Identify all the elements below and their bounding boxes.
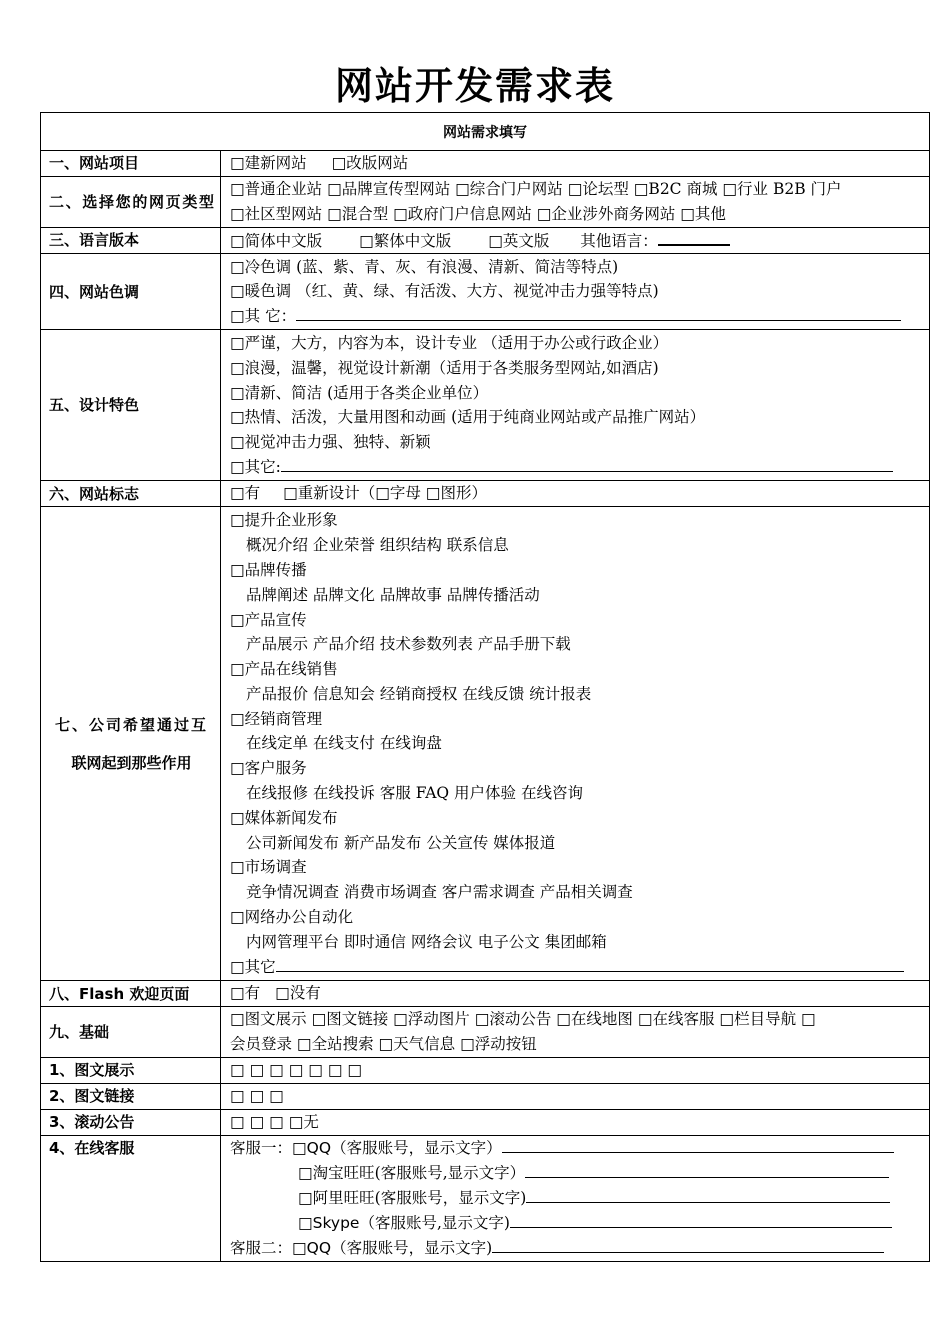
service-1-taobao-line bbox=[230, 1161, 929, 1186]
checkbox-new-site[interactable]: □建新网站 bbox=[230, 154, 307, 173]
table-header: 网站需求填写 bbox=[41, 113, 930, 151]
checkbox-flash-yes[interactable]: □有 bbox=[230, 984, 261, 1003]
checkbox-purpose-image[interactable]: □提升企业形象 bbox=[230, 511, 338, 530]
row-language bbox=[41, 227, 930, 254]
checkbox-english[interactable]: □英文版 bbox=[488, 231, 550, 250]
checkbox-service-1-skype[interactable]: □ bbox=[298, 1213, 313, 1232]
checkbox-other-color[interactable]: □其 它： bbox=[230, 307, 297, 326]
checkbox-purpose-news[interactable]: □媒体新闻发布 bbox=[230, 808, 338, 827]
row-basic bbox=[41, 1007, 930, 1058]
service-1-prefix: 客服一： bbox=[230, 1139, 293, 1158]
row-image-show bbox=[41, 1057, 930, 1083]
row-logo bbox=[41, 481, 930, 507]
service-2-prefix: 客服二： bbox=[230, 1238, 293, 1257]
checkbox-design-romantic[interactable]: □浪漫，温馨，视觉设计新潮（适用于各类服务型网站,如酒店) bbox=[230, 358, 659, 377]
checkbox-design-other[interactable]: □其它: bbox=[230, 457, 281, 476]
label-design: 五、设计特色 bbox=[41, 330, 221, 481]
label-image-link: 2、图文链接 bbox=[41, 1083, 221, 1109]
purpose-sales-items: 产品报价 信息知会 经销商授权 在线反馈 统计报表 bbox=[246, 684, 592, 703]
value-language bbox=[221, 227, 930, 254]
service-1-aliww-blank[interactable] bbox=[526, 1186, 890, 1203]
label-flash: 八、Flash 欢迎页面 bbox=[41, 981, 221, 1007]
checkbox-service-1-qq[interactable]: □ bbox=[292, 1139, 307, 1158]
value-image-show[interactable]: □ □ □ □ □ □ □ bbox=[221, 1057, 930, 1083]
purpose-product-items: 产品展示 产品介绍 技术参数列表 产品手册下载 bbox=[246, 635, 571, 654]
checkbox-service-1-aliww[interactable]: □阿里旺旺(客服账号，显示文字) bbox=[298, 1189, 527, 1208]
checkbox-logo-redesign[interactable]: □重新设计（□字母 □图形） bbox=[283, 484, 487, 503]
checkbox-design-rigorous[interactable]: □严谨，大方，内容为本，设计专业 （适用于办公或行政企业） bbox=[230, 334, 669, 352]
label-color: 四、网站色调 bbox=[41, 254, 221, 330]
design-other-line bbox=[230, 455, 929, 480]
checkbox-cool-color[interactable]: □冷色调 (蓝、紫、青、灰、有浪漫、清新、简洁等特点) bbox=[230, 257, 619, 276]
label-image-show: 1、图文展示 bbox=[41, 1057, 221, 1083]
label-service: 4、在线客服 bbox=[41, 1135, 221, 1261]
service-1-skype-label: Skype bbox=[312, 1213, 360, 1232]
purpose-research-items: 竞争情况调查 消费市场调查 客户需求调查 产品相关调查 bbox=[246, 883, 633, 902]
other-language-blank[interactable] bbox=[658, 228, 730, 246]
design-other-blank[interactable] bbox=[281, 455, 893, 472]
row-design bbox=[41, 330, 930, 481]
label-purpose-line-2: 联网起到那些作用 bbox=[71, 753, 192, 772]
value-flash bbox=[221, 981, 930, 1007]
row-purpose bbox=[41, 507, 930, 981]
basic-options-line-2[interactable]: 会员登录 □全站搜索 □天气信息 □浮动按钮 bbox=[230, 1035, 537, 1054]
value-design bbox=[221, 330, 930, 481]
requirements-table bbox=[40, 112, 930, 1262]
other-language-label: 其他语言： bbox=[580, 231, 658, 250]
checkbox-purpose-office[interactable]: □网络办公自动化 bbox=[230, 908, 354, 927]
service-1-aliww-line bbox=[230, 1186, 929, 1211]
checkbox-purpose-service[interactable]: □客户服务 bbox=[230, 759, 307, 778]
service-2-qq-line bbox=[230, 1236, 929, 1261]
value-type bbox=[221, 177, 930, 228]
checkbox-traditional[interactable]: □繁体中文版 bbox=[359, 231, 452, 250]
purpose-image-items: 概况介绍 企业荣誉 组织结构 联系信息 bbox=[246, 536, 509, 555]
basic-options-line-1[interactable]: □图文展示 □图文链接 □浮动图片 □滚动公告 □在线地图 □在线客服 □栏目导航 □ bbox=[230, 1010, 816, 1029]
checkbox-purpose-research[interactable]: □市场调查 bbox=[230, 858, 307, 877]
service-1-qq-blank[interactable] bbox=[502, 1136, 894, 1153]
checkbox-flash-no[interactable]: □没有 bbox=[275, 984, 321, 1003]
purpose-dealer-items: 在线定单 在线支付 在线询盘 bbox=[246, 734, 442, 753]
checkbox-logo-have[interactable]: □有 bbox=[230, 484, 261, 503]
checkbox-purpose-other[interactable]: □其它 bbox=[230, 957, 276, 976]
checkbox-purpose-dealer[interactable]: □经销商管理 bbox=[230, 709, 323, 728]
service-2-qq-blank[interactable] bbox=[492, 1236, 884, 1253]
service-1-skype-line bbox=[230, 1211, 929, 1236]
checkbox-purpose-brand[interactable]: □品牌传播 bbox=[230, 560, 307, 579]
purpose-service-items: 在线报修 在线投诉 客服 FAQ 用户体验 在线咨询 bbox=[246, 784, 583, 803]
service-1-skype-blank[interactable] bbox=[510, 1211, 892, 1228]
value-color bbox=[221, 254, 930, 330]
value-logo bbox=[221, 481, 930, 507]
value-service bbox=[221, 1135, 930, 1261]
service-1-skype-note: （客服账号,显示文字) bbox=[359, 1213, 510, 1232]
color-other-line bbox=[230, 304, 929, 329]
color-other-blank[interactable] bbox=[296, 304, 901, 321]
row-type bbox=[41, 177, 930, 228]
type-options-line-1[interactable]: □普通企业站 □品牌宣传型网站 □综合门户网站 □论坛型 □B2C 商城 □行业 B2B 门户 bbox=[230, 180, 842, 198]
row-service bbox=[41, 1135, 930, 1261]
checkbox-purpose-product[interactable]: □产品宣传 bbox=[230, 610, 307, 629]
checkbox-design-impact[interactable]: □视觉冲击力强、独特、新颖 bbox=[230, 433, 431, 452]
value-scroll[interactable]: □ □ □ □无 bbox=[221, 1109, 930, 1135]
purpose-office-items: 内网管理平台 即时通信 网络会议 电子公文 集团邮箱 bbox=[246, 932, 607, 951]
label-type: 二、选择您的网页类型 bbox=[41, 177, 221, 228]
purpose-brand-items: 品牌阐述 品牌文化 品牌故事 品牌传播活动 bbox=[246, 585, 540, 604]
service-2-qq-label: QQ bbox=[306, 1238, 332, 1257]
value-image-link[interactable]: □ □ □ bbox=[221, 1083, 930, 1109]
label-purpose bbox=[41, 507, 221, 981]
purpose-other-line bbox=[230, 955, 929, 980]
checkbox-design-fresh[interactable]: □清新、简洁 (适用于各类企业单位） bbox=[230, 383, 489, 402]
checkbox-design-lively[interactable]: □热情、活泼，大量用图和动画 (适用于纯商业网站或产品推广网站） bbox=[230, 408, 706, 427]
service-2-qq-note: （客服账号，显示文字) bbox=[331, 1238, 493, 1257]
checkbox-redesign-site[interactable]: □改版网站 bbox=[331, 154, 409, 173]
label-logo: 六、网站标志 bbox=[41, 481, 221, 507]
value-project bbox=[221, 151, 930, 177]
row-image-link bbox=[41, 1083, 930, 1109]
page-title: 网站开发需求表 bbox=[334, 64, 615, 108]
purpose-other-blank[interactable] bbox=[276, 955, 904, 972]
label-basic: 九、基础 bbox=[41, 1007, 221, 1058]
label-scroll: 3、滚动公告 bbox=[41, 1109, 221, 1135]
checkbox-service-2-qq[interactable]: □ bbox=[292, 1238, 307, 1257]
label-language: 三、语言版本 bbox=[41, 227, 221, 254]
purpose-news-items: 公司新闻发布 新产品发布 公关宣传 媒体报道 bbox=[246, 833, 556, 852]
row-flash bbox=[41, 981, 930, 1007]
row-scroll bbox=[41, 1109, 930, 1135]
row-project bbox=[41, 151, 930, 177]
checkbox-simplified[interactable]: □简体中文版 bbox=[230, 231, 323, 250]
value-purpose bbox=[221, 507, 930, 981]
row-color bbox=[41, 254, 930, 330]
service-1-qq-line bbox=[230, 1136, 929, 1161]
type-options-line-2[interactable]: □社区型网站 □混合型 □政府门户信息网站 □企业涉外商务网站 □其他 bbox=[230, 204, 726, 223]
checkbox-warm-color[interactable]: □暖色调 （红、黄、绿、有活泼、大方、视觉冲击力强等特点) bbox=[230, 282, 659, 301]
header-row bbox=[41, 113, 930, 151]
value-basic bbox=[221, 1007, 930, 1058]
label-purpose-line-1: 七、公司希望通过互 bbox=[54, 715, 208, 734]
service-1-qq-note: （客服账号，显示文字） bbox=[331, 1139, 502, 1158]
label-project: 一、网站项目 bbox=[41, 151, 221, 177]
service-1-qq-label: QQ bbox=[306, 1139, 332, 1158]
service-1-taobao-blank[interactable] bbox=[525, 1161, 889, 1178]
checkbox-service-1-taobao[interactable]: □淘宝旺旺(客服账号,显示文字） bbox=[298, 1164, 526, 1183]
checkbox-purpose-sales[interactable]: □产品在线销售 bbox=[230, 660, 338, 679]
